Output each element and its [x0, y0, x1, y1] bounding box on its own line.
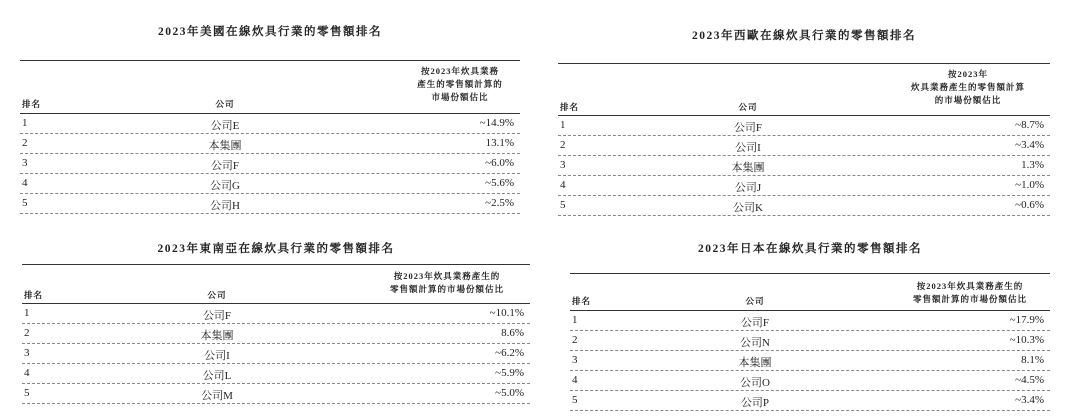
table-row: 4 公司O ~4.5% — [570, 371, 1050, 391]
table-row: 1 公司F ~8.7% — [558, 116, 1050, 136]
header-company: 公司 — [745, 296, 765, 306]
table-row: 3 本集團 1.3% — [558, 156, 1050, 176]
table-row: 5 公司M ~5.0% — [22, 384, 530, 404]
header-share: 按2023年炊具業務 產生的零售額計算的 市場份額估比 — [417, 66, 503, 102]
table-top-rule — [22, 264, 530, 265]
table-top-rule — [570, 273, 1050, 274]
header-rank: 排名 — [22, 99, 42, 109]
table-row: 2 本集團 13.1% — [20, 134, 520, 154]
header-company: 公司 — [215, 99, 235, 109]
table-title: 2023年美國在線炊具行業的零售額排名 — [158, 26, 382, 38]
table-row: 3 公司F ~6.0% — [20, 154, 520, 174]
header-share: 按2023年炊具業務產生的 零售額計算的市場份額估比 — [912, 281, 1027, 304]
table-row: 1 公司E ~14.9% — [20, 114, 520, 134]
header-rank: 排名 — [24, 290, 44, 300]
header-company: 公司 — [738, 102, 758, 112]
table-eu-panel — [558, 0, 1050, 215]
table-top-rule — [558, 63, 1050, 64]
table-row: 3 本集團 8.1% — [570, 351, 1050, 371]
table-sea-panel — [22, 230, 530, 419]
table-jp-panel — [570, 230, 1050, 419]
header-rank: 排名 — [572, 296, 592, 306]
table-title: 2023年日本在線炊具行業的零售額排名 — [698, 243, 922, 255]
table-row: 1 公司F ~17.9% — [570, 311, 1050, 331]
table-row: 2 公司N ~10.3% — [570, 331, 1050, 351]
table-row: 2 公司I ~3.4% — [558, 136, 1050, 156]
table-row: 4 公司L ~5.9% — [22, 364, 530, 384]
header-share: 按2023年 炊具業務產生的零售額計算 的市場份額估比 — [910, 69, 1025, 105]
table-row: 5 公司K ~0.6% — [558, 196, 1050, 216]
table-row: 1 公司F ~10.1% — [22, 304, 530, 324]
table-row: 4 公司J ~1.0% — [558, 176, 1050, 196]
table-row: 5 公司P ~3.4% — [570, 391, 1050, 411]
table-top-rule — [20, 60, 520, 61]
table-title: 2023年西歐在線炊具行業的零售額排名 — [692, 30, 916, 42]
table-row: 2 本集團 8.6% — [22, 324, 530, 344]
table-row: 5 公司H ~2.5% — [20, 194, 520, 214]
header-company: 公司 — [207, 290, 227, 300]
header-share: 按2023年炊具業務產生的 零售額計算的市場份額估比 — [389, 271, 504, 294]
table-title: 2023年東南亞在線炊具行業的零售額排名 — [157, 243, 395, 255]
table-row: 4 公司G ~5.6% — [20, 174, 520, 194]
header-rank: 排名 — [560, 102, 580, 112]
table-row: 3 公司I ~6.2% — [22, 344, 530, 364]
table-us-panel — [20, 0, 520, 215]
